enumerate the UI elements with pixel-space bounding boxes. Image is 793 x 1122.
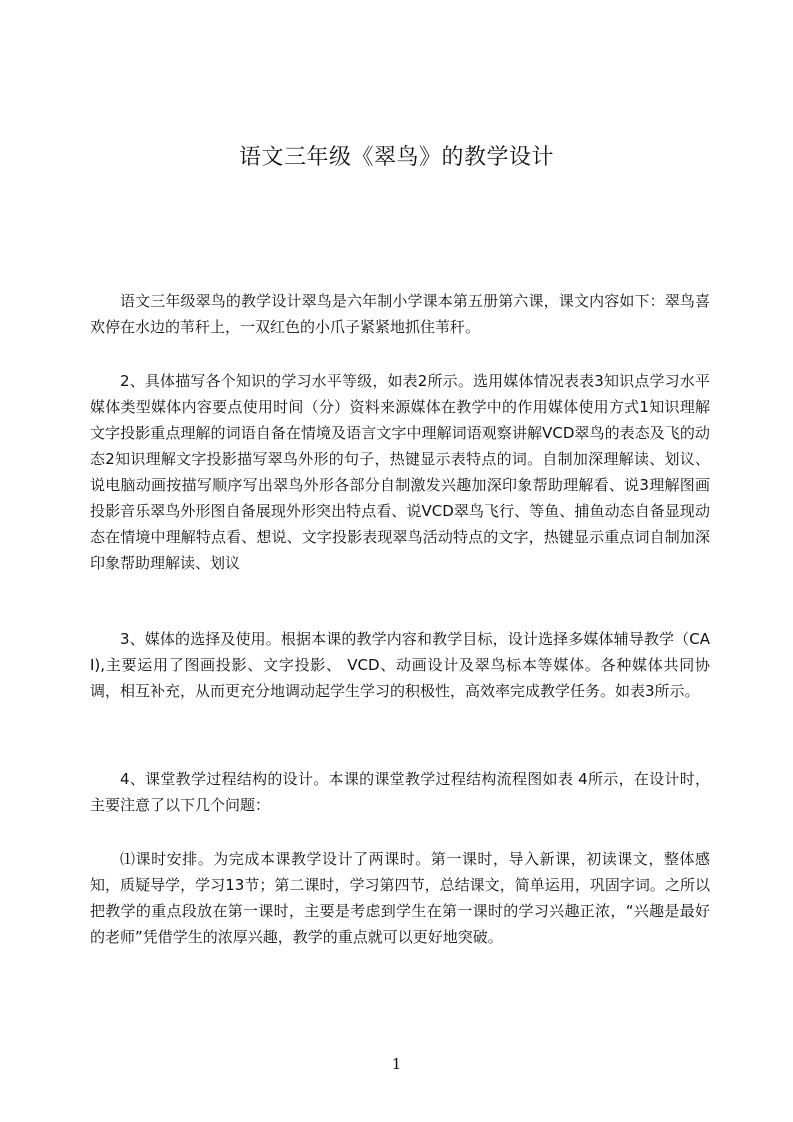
paragraph-media-selection: 3、媒体的选择及使用。根据本课的教学内容和教学目标，设计选择多媒体辅导教学（CAI),主要运用了图画投影、文字投影、 VCD、动画设计及翠鸟标本等媒体。各种媒体共同协调，相互补充，从而更充分地调动起学生学习的积极性，高效率完成教学任务。如表3所示。 (90, 630, 710, 700)
paragraph-lesson-schedule: ⑴课时安排。为完成本课教学设计了两课时。第一课时，导入新课，初读课文，整体感知，质疑导学，学习13节；第二课时，学习第四节，总结课文，简单运用，巩固字词。之所以把教学的重点段放在第一课时，主要是考虑到学生在第一课时的学习兴趣正浓，“兴趣是最好的老师”凭借学生的浓厚兴趣，教学的重点就可以更好地突破。 (90, 850, 710, 946)
paragraph-intro: 语文三年级翠鸟的教学设计翠鸟是六年制小学课本第五册第六课，课文内容如下：翠鸟喜欢停在水边的苇秆上，一双红色的小爪子紧紧地抓住苇秆。 (90, 292, 710, 336)
page-number: 1 (391, 1055, 402, 1073)
paragraph-process-structure: 4、课堂教学过程结构的设计。本课的课堂教学过程结构流程图如表 4所示，在设计时，主要注意了以下几个问题： (90, 770, 710, 814)
document-title: 语文三年级《翠鸟》的教学设计 (238, 145, 554, 170)
paragraph-knowledge-levels: 2、具体描写各个知识的学习水平等级，如表2所示。选用媒体情况表表3知识点学习水平媒体类型媒体内容要点使用时间（分）资料来源媒体在教学中的作用媒体使用方式1知识理解文字投影重点理解的词语自备在情境及语言文字中理解词语观察讲解VCD翠鸟的表态及飞的动态2知识理解文字投影描写翠鸟外形的句子，热键显示表特点的词。自制加深理解读、划议、说电脑动画按描写顺序写出翠鸟外形各部分自制激发兴趣加深印象帮助理解看、说3理解图画投影音乐翠鸟外形图自备展现外形突出特点看、说VCD翠鸟飞行、等鱼、捕鱼动态自备显现动态在情境中理解特点看、想说、文字投影表现翠鸟活动特点的文字，热键显示重点词自制加深印象帮助理解读、划议 (90, 372, 710, 572)
